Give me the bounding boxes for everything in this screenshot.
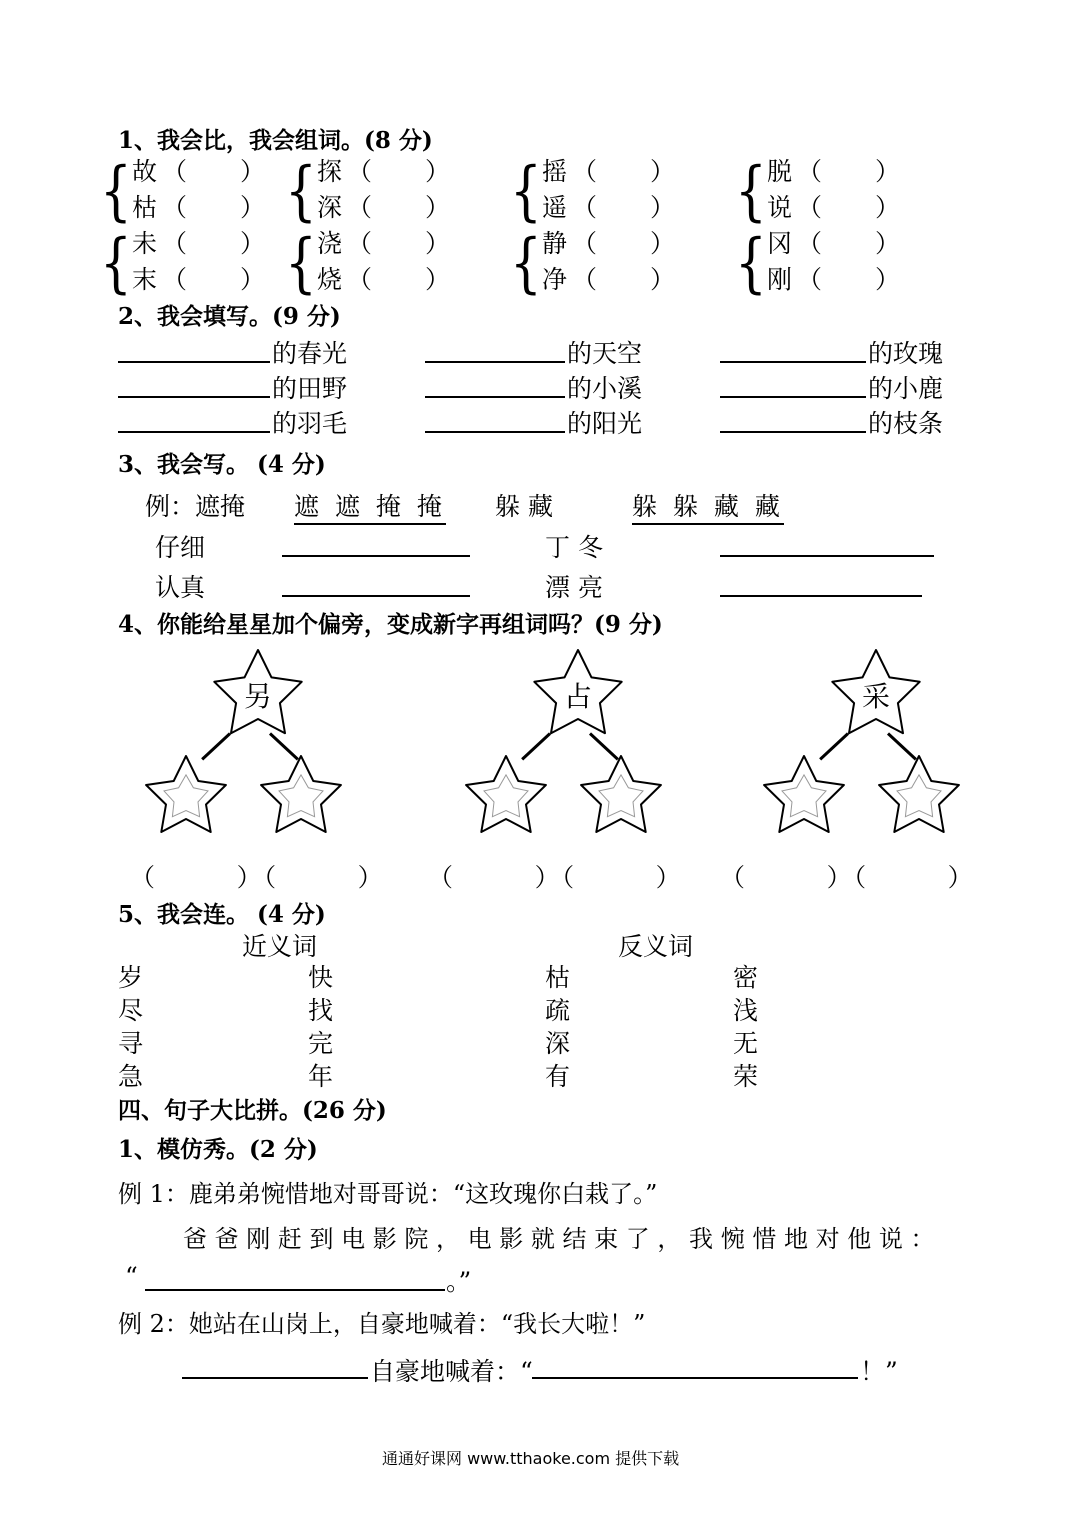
paren-group-3: （ ）（ ）	[720, 863, 975, 892]
compare-char: 净	[542, 265, 568, 294]
match-word[interactable]: 尽	[118, 996, 144, 1025]
footer: 通通好课网 www.tthaoke.com 提供下载	[382, 1449, 680, 1468]
paren-open: （	[347, 229, 373, 258]
paren-open: （	[347, 157, 373, 186]
example1-task: 爸 爸 刚 赶 到 电 影 院 ， 电 影 就 结 束 了 ， 我 惋 惜 地 对 他 说 ：	[183, 1225, 935, 1253]
paren-close: ）	[875, 229, 901, 258]
answer-blank[interactable]	[532, 1377, 858, 1379]
paren-close: ）	[240, 265, 266, 294]
small-star	[756, 746, 852, 842]
section5-title: 5、我会连。 (4 分)	[118, 901, 326, 928]
fill-blank[interactable]	[720, 361, 866, 363]
compare-char: 末	[132, 265, 158, 294]
quote-close: 。”	[446, 1267, 472, 1296]
section3-title: 3、我会写。 (4 分)	[118, 451, 326, 478]
match-word[interactable]: 无	[733, 1029, 759, 1058]
paren-open: （	[797, 265, 823, 294]
compare-char: 摇	[542, 157, 568, 186]
word-zixi: 仔细	[155, 533, 206, 562]
brace: {	[285, 225, 317, 301]
fill-blank[interactable]	[720, 431, 866, 433]
paren-open: （	[572, 157, 598, 186]
paren-open: （	[162, 265, 188, 294]
paren-open: （	[347, 193, 373, 222]
fill-suffix: 的枝条	[868, 409, 944, 438]
example1: 例 1：鹿弟弟惋惜地对哥哥说：“这玫瑰你白栽了。”	[118, 1180, 658, 1208]
section2-title: 2、我会填写。(9 分)	[118, 303, 341, 330]
match-word[interactable]: 年	[308, 1062, 334, 1091]
paren-group-1: （ ）（ ）	[130, 863, 385, 892]
match-word[interactable]: 寻	[118, 1029, 144, 1058]
brace: {	[285, 153, 317, 229]
paren-open: （	[162, 193, 188, 222]
match-word[interactable]: 枯	[545, 963, 571, 992]
fill-blank[interactable]	[425, 431, 565, 433]
paren-close: ）	[650, 193, 676, 222]
small-star	[458, 746, 554, 842]
paren-open: （	[572, 229, 598, 258]
star-character: 占	[563, 680, 593, 713]
fill-suffix: 的天空	[567, 339, 643, 368]
synonym-header: 近义词	[242, 932, 318, 961]
quote-open: “	[125, 1262, 138, 1291]
compare-char: 脱	[767, 157, 793, 186]
compare-char: 遥	[542, 193, 568, 222]
answer-blank[interactable]	[145, 1289, 445, 1291]
fill-suffix: 的阳光	[567, 409, 643, 438]
example-label: 例：遮掩	[145, 492, 246, 521]
paren-close: ）	[425, 229, 451, 258]
star-character: 另	[243, 680, 273, 713]
fill-blank[interactable]	[118, 396, 270, 398]
paren-close: ）	[425, 157, 451, 186]
section1-title: 1、我会比，我会组词。(8 分)	[118, 127, 433, 154]
answer-blank[interactable]	[182, 1377, 368, 1379]
paren-open: （	[797, 157, 823, 186]
compare-char: 深	[317, 193, 343, 222]
small-star	[573, 746, 669, 842]
big-star	[526, 640, 630, 744]
fill-suffix: 的春光	[272, 339, 348, 368]
paren-close: ）	[425, 193, 451, 222]
paren-close: ）	[650, 157, 676, 186]
paren-close: ）	[240, 193, 266, 222]
answer-blank[interactable]	[720, 595, 922, 597]
paren-open: （	[797, 193, 823, 222]
paren-group-2: （ ）（ ）	[428, 863, 683, 892]
paren-close: ）	[875, 157, 901, 186]
match-word[interactable]: 密	[733, 963, 759, 992]
fill-suffix: 的小鹿	[868, 374, 944, 403]
compare-char: 冈	[767, 229, 793, 258]
match-word[interactable]: 疏	[545, 996, 571, 1025]
compare-char: 故	[132, 157, 158, 186]
fill-suffix: 的小溪	[567, 374, 643, 403]
match-word[interactable]: 岁	[118, 963, 144, 992]
compare-char: 烧	[317, 265, 343, 294]
fill-suffix: 的玫瑰	[868, 339, 944, 368]
example2-answer: 躲 躲 藏 藏	[632, 492, 784, 525]
answer-blank[interactable]	[720, 555, 934, 557]
match-word[interactable]: 找	[308, 996, 334, 1025]
fill-blank[interactable]	[425, 361, 565, 363]
paren-open: （	[572, 265, 598, 294]
paren-close: ）	[875, 265, 901, 294]
match-word[interactable]: 深	[545, 1029, 571, 1058]
example2-word: 躲 藏	[495, 492, 553, 521]
paren-open: （	[347, 265, 373, 294]
fill-blank[interactable]	[118, 431, 270, 433]
example2: 例 2：她站在山岗上，自豪地喊着：“我长大啦！”	[118, 1310, 646, 1338]
compare-char: 刚	[767, 265, 793, 294]
match-word[interactable]: 荣	[733, 1062, 759, 1091]
small-star	[253, 746, 349, 842]
match-word[interactable]: 急	[118, 1062, 144, 1091]
compare-char: 静	[542, 229, 568, 258]
compare-char: 未	[132, 229, 158, 258]
part4-sub1: 1、模仿秀。(2 分)	[118, 1136, 318, 1163]
word-piaoliang: 漂 亮	[545, 573, 603, 602]
example-answer: 遮 遮 掩 掩	[294, 492, 446, 525]
brace: {	[735, 153, 767, 229]
fill-suffix: 的田野	[272, 374, 348, 403]
brace: {	[735, 225, 767, 301]
compare-char: 说	[767, 193, 793, 222]
match-word[interactable]: 有	[545, 1062, 571, 1091]
fill-suffix: 的羽毛	[272, 409, 348, 438]
paren-close: ）	[875, 193, 901, 222]
big-star	[206, 640, 310, 744]
fill-blank[interactable]	[118, 361, 270, 363]
antonym-header: 反义词	[618, 932, 694, 961]
big-star	[824, 640, 928, 744]
brace: {	[510, 225, 542, 301]
paren-close: ）	[650, 229, 676, 258]
paren-close: ）	[650, 265, 676, 294]
fill-blank[interactable]	[425, 396, 565, 398]
small-star	[871, 746, 967, 842]
match-word[interactable]: 快	[308, 963, 334, 992]
compare-char: 浇	[317, 229, 343, 258]
paren-open: （	[162, 157, 188, 186]
small-star	[138, 746, 234, 842]
answer-blank[interactable]	[282, 555, 470, 557]
answer-blank[interactable]	[282, 595, 470, 597]
word-renzhen: 认真	[155, 573, 206, 602]
compare-char: 探	[317, 157, 343, 186]
star-character: 采	[861, 680, 891, 713]
section4-title: 4、你能给星星加个偏旁，变成新字再组词吗？(9 分)	[118, 611, 663, 638]
word-dingdong: 丁 冬	[545, 533, 603, 562]
match-word[interactable]: 完	[308, 1029, 334, 1058]
part4-title: 四、句子大比拼。(26 分)	[118, 1097, 387, 1124]
paren-close: ）	[425, 265, 451, 294]
paren-open: （	[797, 229, 823, 258]
brace: {	[100, 153, 132, 229]
brace: {	[510, 153, 542, 229]
compare-char: 枯	[132, 193, 158, 222]
paren-open: （	[162, 229, 188, 258]
paren-close: ）	[240, 157, 266, 186]
paren-close: ）	[240, 229, 266, 258]
paren-open: （	[572, 193, 598, 222]
example2-mid: 自豪地喊着：“	[370, 1357, 533, 1386]
fill-blank[interactable]	[720, 396, 866, 398]
example2-close: ！”	[860, 1357, 898, 1386]
match-word[interactable]: 浅	[733, 996, 759, 1025]
brace: {	[100, 225, 132, 301]
